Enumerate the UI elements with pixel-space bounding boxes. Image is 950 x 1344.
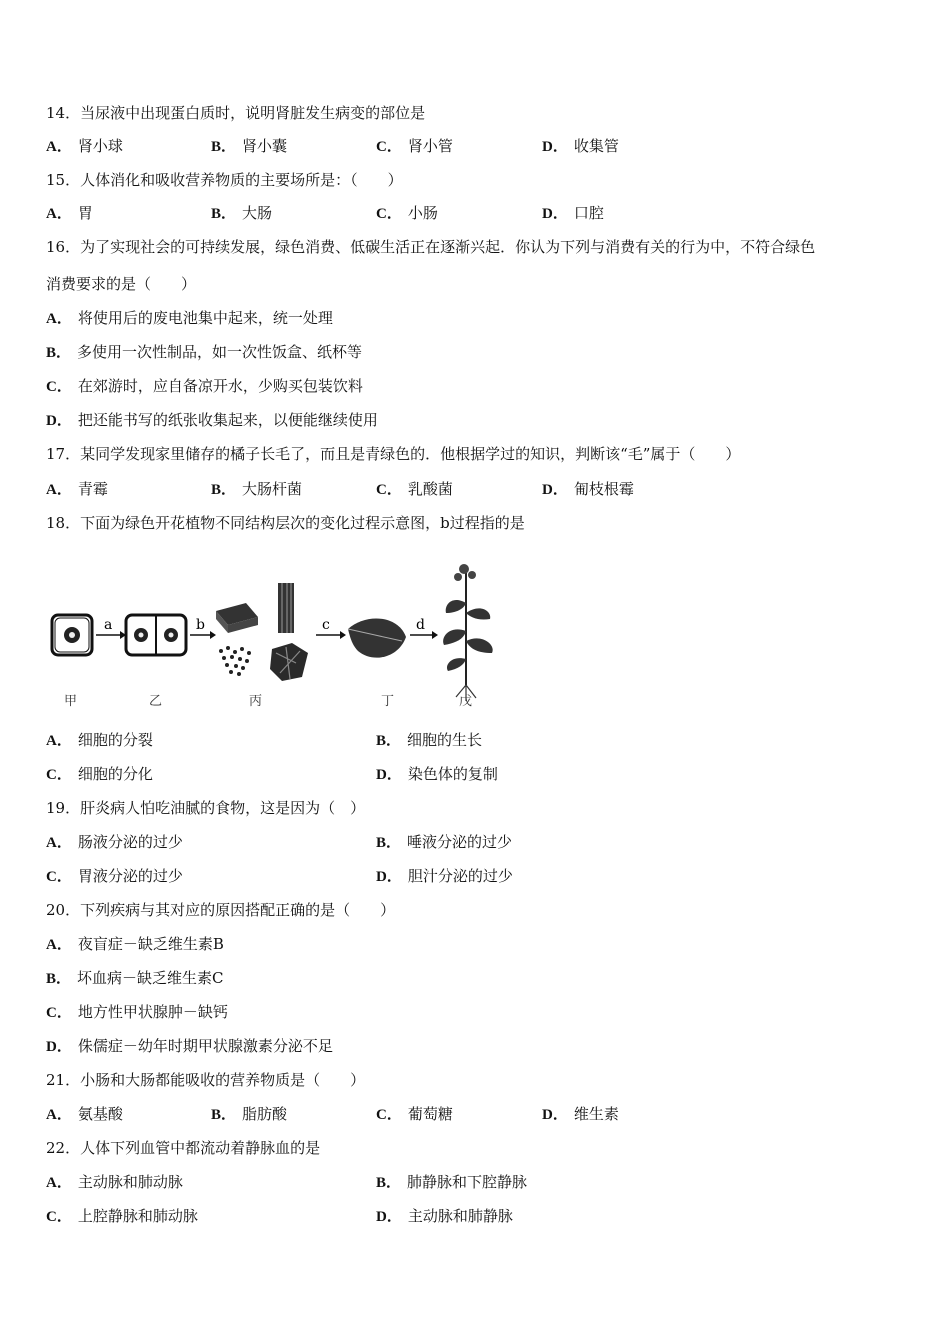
q21-option-d: D． 维生素: [542, 1105, 619, 1123]
q16-option-c: C． 在郊游时，应自备凉开水，少购买包装饮料: [46, 377, 363, 395]
label-bing: 丙: [249, 694, 263, 709]
q21-stem: 21．小肠和大肠都能吸收的营养物质是（ ）: [46, 1071, 366, 1089]
q14-option-c: C． 肾小管: [376, 137, 453, 155]
q20-option-b: B． 坏血病－缺乏维生素C: [46, 969, 224, 987]
q18-option-a: A． 细胞的分裂: [46, 731, 153, 749]
q18-option-d: D． 染色体的复制: [376, 765, 498, 783]
q14-option-a: A． 肾小球: [46, 137, 123, 155]
q21-option-c: C． 葡萄糖: [376, 1105, 453, 1123]
label-ding: 丁: [381, 694, 395, 709]
label-jia: 甲: [64, 694, 78, 709]
q14-option-b: B． 肾小囊: [211, 137, 288, 155]
q16-option-d: D． 把还能书写的纸张收集起来，以便能继续使用: [46, 411, 378, 429]
arrow-d-label: d: [416, 617, 425, 633]
q15-option-d: D． 口腔: [542, 204, 604, 222]
q18-option-c: C． 细胞的分化: [46, 765, 153, 783]
q18-stem: 18．下面为绿色开花植物不同结构层次的变化过程示意图，b过程指的是: [46, 514, 525, 532]
q14-stem: 14．当尿液中出现蛋白质时，说明肾脏发生病变的部位是: [46, 104, 426, 122]
q22-option-c: C． 上腔静脉和肺动脉: [46, 1207, 198, 1225]
plant-structure-diagram: [46, 553, 516, 713]
q16-option-b: B． 多使用一次性制品，如一次性饭盒、纸杯等: [46, 343, 363, 361]
arrow-a-label: a: [104, 617, 113, 633]
q18-option-b: B． 细胞的生长: [376, 731, 483, 749]
q15-stem: 15．人体消化和吸收营养物质的主要场所是：（ ）: [46, 171, 403, 189]
q17-option-a: A． 青霉: [46, 480, 108, 498]
q20-option-d: D． 侏儒症－幼年时期甲状腺激素分泌不足: [46, 1037, 333, 1055]
q15-option-c: C． 小肠: [376, 204, 438, 222]
q19-option-d: D． 胆汁分泌的过少: [376, 867, 513, 885]
arrow-c-label: c: [322, 617, 330, 633]
q16-stem-line2: 消费要求的是（ ）: [46, 275, 197, 293]
q20-option-a: A． 夜盲症－缺乏维生素B: [46, 935, 224, 953]
q16-stem-line1: 16．为了实现社会的可持续发展，绿色消费、低碳生活正在逐渐兴起．你认为下列与消费有关的行为中，不符合绿色: [46, 238, 816, 256]
arrow-b-label: b: [196, 617, 205, 633]
q16-option-a: A． 将使用后的废电池集中起来，统一处理: [46, 309, 333, 327]
q17-stem: 17．某同学发现家里储存的橘子长毛了，而且是青绿色的．他根据学过的知识，判断该“毛”属于（ ）: [46, 445, 741, 463]
q17-option-b: B． 大肠杆菌: [211, 480, 303, 498]
q22-stem: 22．人体下列血管中都流动着静脉血的是: [46, 1139, 321, 1157]
leaf: [348, 619, 406, 658]
q19-option-c: C． 胃液分泌的过少: [46, 867, 183, 885]
q19-option-a: A． 肠液分泌的过少: [46, 833, 183, 851]
q17-option-c: C． 乳酸菌: [376, 480, 453, 498]
q14-option-d: D． 收集管: [542, 137, 619, 155]
q19-option-b: B． 唾液分泌的过少: [376, 833, 513, 851]
arrow-b: [190, 617, 216, 639]
whole-plant: [443, 564, 493, 701]
cell-pair: [126, 615, 186, 655]
arrow-d: [410, 617, 438, 639]
q20-stem: 20．下列疾病与其对应的原因搭配正确的是（ ）: [46, 901, 396, 919]
q21-option-b: B． 脂肪酸: [211, 1105, 288, 1123]
q22-option-b: B． 肺静脉和下腔静脉: [376, 1173, 528, 1191]
q20-option-c: C． 地方性甲状腺肿－缺钙: [46, 1003, 228, 1021]
q22-option-a: A． 主动脉和肺动脉: [46, 1173, 183, 1191]
arrow-a: [96, 617, 126, 639]
cell-single: [52, 615, 92, 655]
q15-option-a: A． 胃: [46, 204, 93, 222]
label-wu: 戊: [459, 694, 473, 709]
arrow-c: [316, 617, 346, 639]
q17-option-d: D． 匍枝根霉: [542, 480, 634, 498]
q19-stem: 19．肝炎病人怕吃油腻的食物，这是因为（ ）: [46, 799, 366, 817]
q21-option-a: A． 氨基酸: [46, 1105, 123, 1123]
tissues: [216, 583, 308, 681]
label-yi: 乙: [149, 694, 163, 709]
q15-option-b: B． 大肠: [211, 204, 273, 222]
q22-option-d: D． 主动脉和肺静脉: [376, 1207, 513, 1225]
